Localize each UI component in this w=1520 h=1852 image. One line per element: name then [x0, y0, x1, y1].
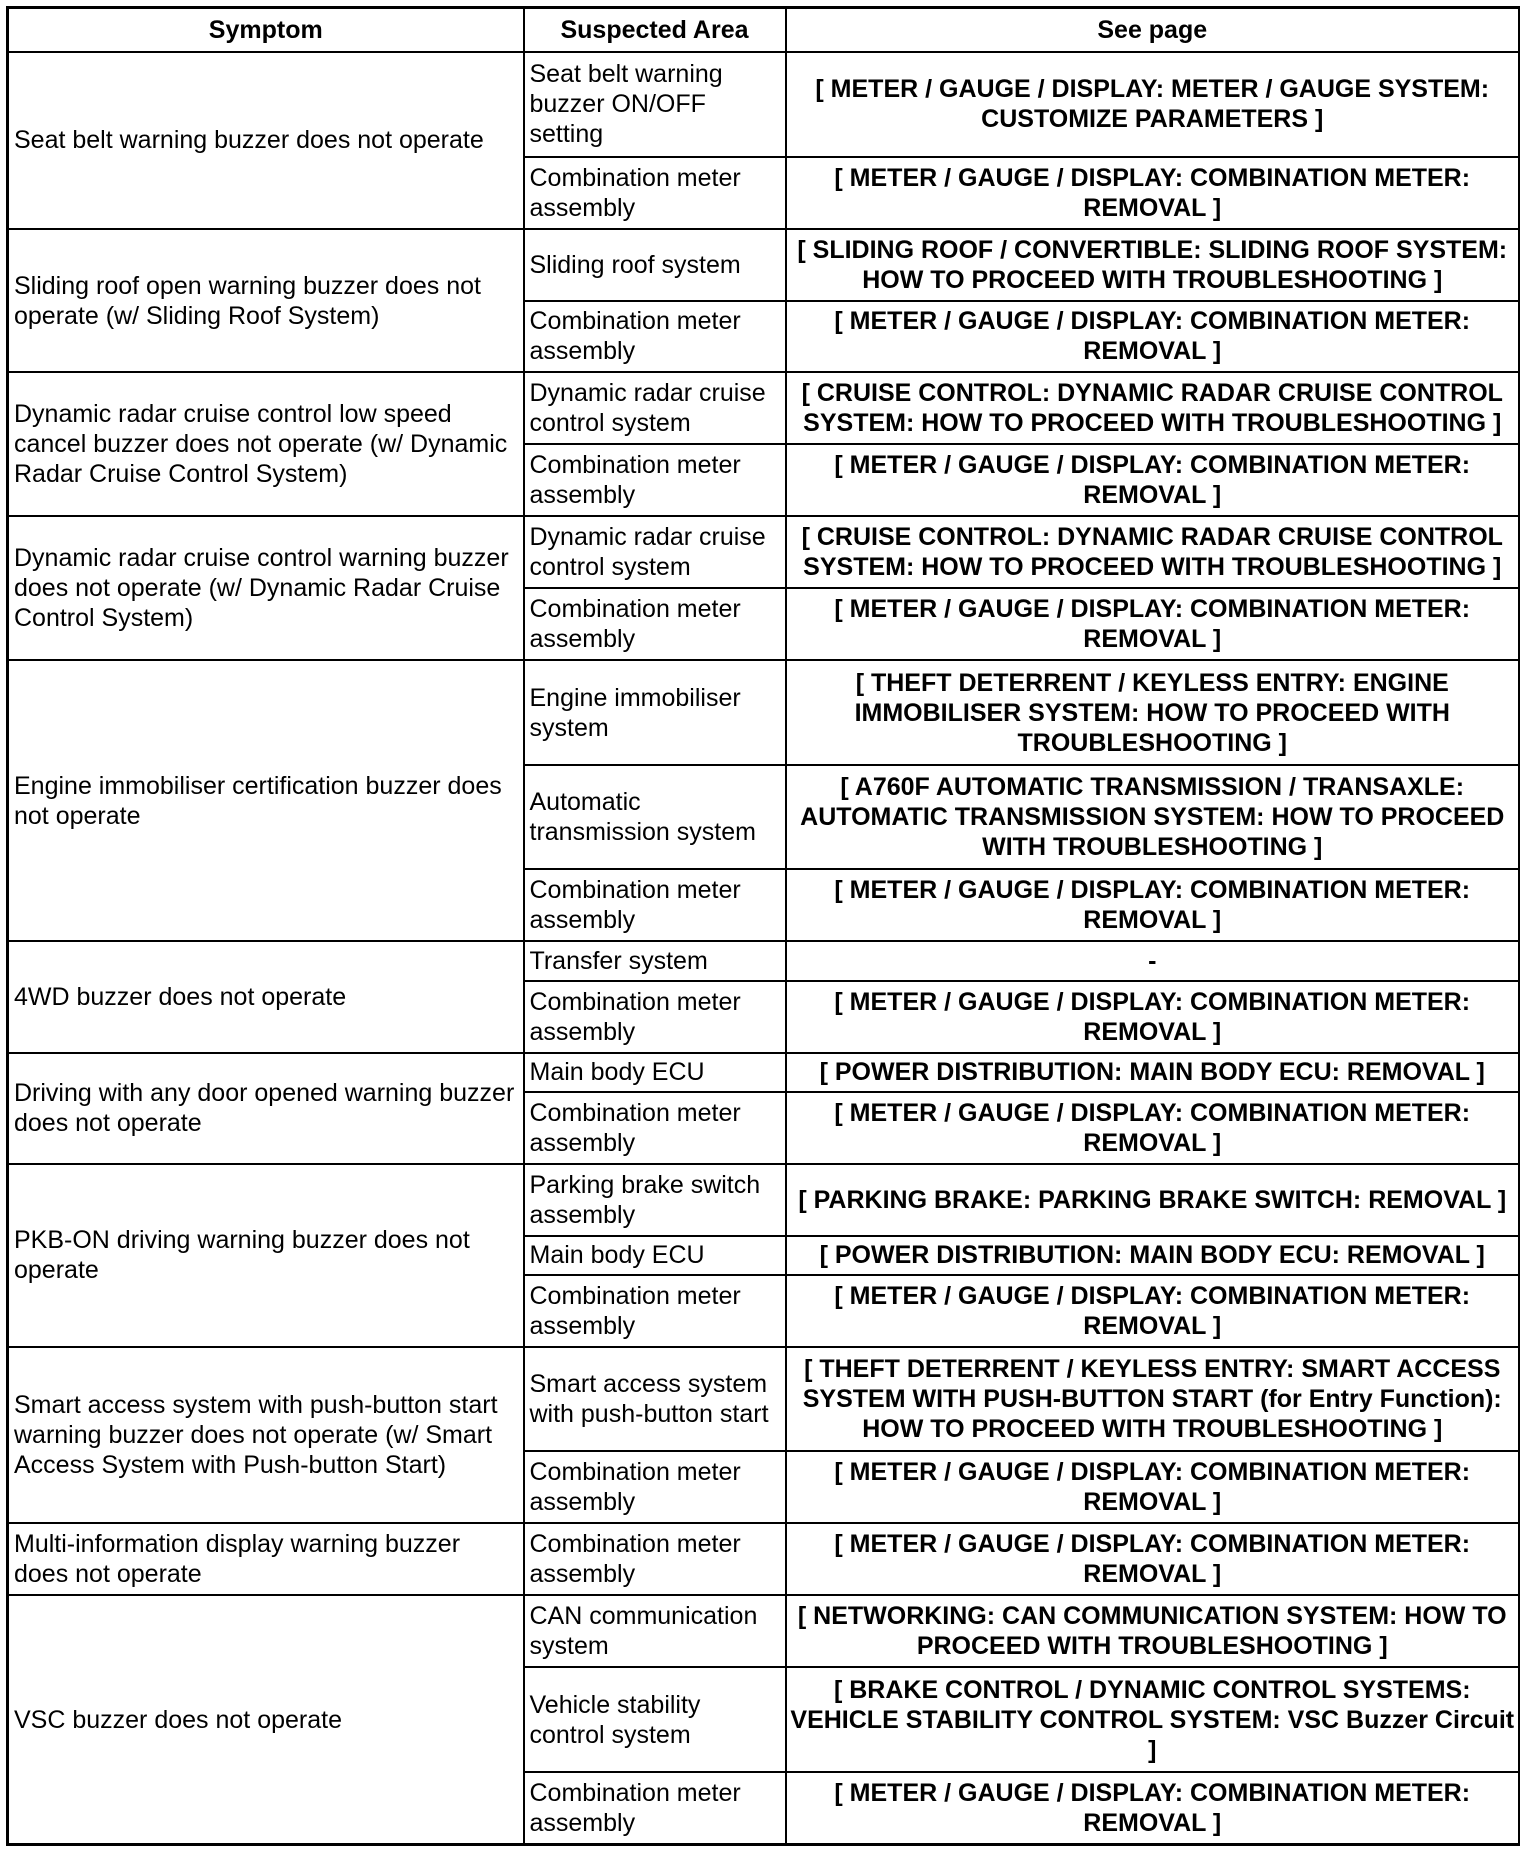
table-row — [8, 660, 1520, 765]
suspected-area-cell: Combination meter assembly — [524, 157, 786, 229]
header-see-page: See page — [786, 8, 1520, 53]
troubleshooting-table-container — [6, 6, 1520, 1846]
suspected-area-cell: Transfer system — [524, 941, 786, 980]
symptom-cell: VSC buzzer does not operate — [8, 1595, 524, 1844]
table-row — [8, 1164, 1520, 1236]
see-page-reference-cell: [ METER / GAUGE / DISPLAY: COMBINATION METER: REMOVAL ] — [786, 444, 1520, 516]
see-page-reference-cell: [ NETWORKING: CAN COMMUNICATION SYSTEM: HOW TO PROCEED WITH TROUBLESHOOTING ] — [786, 1595, 1520, 1667]
table-row — [8, 1053, 1520, 1092]
see-page-reference-cell: [ METER / GAUGE / DISPLAY: COMBINATION METER: REMOVAL ] — [786, 301, 1520, 373]
header-suspected-area: Suspected Area — [524, 8, 786, 53]
suspected-area-cell: Combination meter assembly — [524, 301, 786, 373]
symptom-cell: Dynamic radar cruise control warning buzzer does not operate (w/ Dynamic Radar Cruise Control System) — [8, 516, 524, 660]
see-page-reference-cell: [ POWER DISTRIBUTION: MAIN BODY ECU: REMOVAL ] — [786, 1053, 1520, 1092]
suspected-area-cell: Main body ECU — [524, 1053, 786, 1092]
suspected-area-cell: Automatic transmission system — [524, 765, 786, 870]
see-page-reference-cell: [ METER / GAUGE / DISPLAY: COMBINATION METER: REMOVAL ] — [786, 157, 1520, 229]
suspected-area-cell: Combination meter assembly — [524, 1523, 786, 1595]
suspected-area-cell: Combination meter assembly — [524, 1275, 786, 1347]
suspected-area-cell: Parking brake switch assembly — [524, 1164, 786, 1236]
symptom-cell: Dynamic radar cruise control low speed cancel buzzer does not operate (w/ Dynamic Radar Cruise Control System) — [8, 372, 524, 516]
see-page-reference-cell: [ SLIDING ROOF / CONVERTIBLE: SLIDING ROOF SYSTEM: HOW TO PROCEED WITH TROUBLESHOOTING ] — [786, 229, 1520, 301]
symptom-cell: Smart access system with push-button start warning buzzer does not operate (w/ Smart Access System with Push-button Start) — [8, 1347, 524, 1524]
suspected-area-cell: Engine immobiliser system — [524, 660, 786, 765]
see-page-reference-cell: [ METER / GAUGE / DISPLAY: METER / GAUGE SYSTEM: CUSTOMIZE PARAMETERS ] — [786, 52, 1520, 157]
see-page-reference-cell: [ POWER DISTRIBUTION: MAIN BODY ECU: REMOVAL ] — [786, 1236, 1520, 1275]
suspected-area-cell: Combination meter assembly — [524, 1451, 786, 1523]
table-row — [8, 516, 1520, 588]
table-row — [8, 229, 1520, 301]
suspected-area-cell: Combination meter assembly — [524, 1092, 786, 1164]
suspected-area-cell: Combination meter assembly — [524, 981, 786, 1053]
table-row — [8, 372, 1520, 444]
suspected-area-cell: Dynamic radar cruise control system — [524, 372, 786, 444]
see-page-reference-cell: [ CRUISE CONTROL: DYNAMIC RADAR CRUISE CONTROL SYSTEM: HOW TO PROCEED WITH TROUBLESHOOTING ] — [786, 516, 1520, 588]
symptom-cell: Driving with any door opened warning buzzer does not operate — [8, 1053, 524, 1164]
see-page-reference-cell: [ METER / GAUGE / DISPLAY: COMBINATION METER: REMOVAL ] — [786, 1523, 1520, 1595]
see-page-reference-cell: [ CRUISE CONTROL: DYNAMIC RADAR CRUISE CONTROL SYSTEM: HOW TO PROCEED WITH TROUBLESHOOTING ] — [786, 372, 1520, 444]
table-row — [8, 1595, 1520, 1667]
suspected-area-cell: Combination meter assembly — [524, 869, 786, 941]
symptom-cell: Seat belt warning buzzer does not operate — [8, 52, 524, 229]
table-row — [8, 1523, 1520, 1595]
table-row — [8, 1347, 1520, 1452]
suspected-area-cell: Combination meter assembly — [524, 588, 786, 660]
symptom-cell: PKB-ON driving warning buzzer does not operate — [8, 1164, 524, 1347]
see-page-reference-cell: [ METER / GAUGE / DISPLAY: COMBINATION METER: REMOVAL ] — [786, 1772, 1520, 1845]
see-page-reference-cell: [ METER / GAUGE / DISPLAY: COMBINATION METER: REMOVAL ] — [786, 1275, 1520, 1347]
see-page-reference-cell: - — [786, 941, 1520, 980]
suspected-area-cell: Vehicle stability control system — [524, 1667, 786, 1772]
suspected-area-cell: Combination meter assembly — [524, 444, 786, 516]
see-page-reference-cell: [ THEFT DETERRENT / KEYLESS ENTRY: SMART ACCESS SYSTEM WITH PUSH-BUTTON START (for Entry Function): HOW TO PROCEED WITH TROUBLESHOOTING ] — [786, 1347, 1520, 1452]
table-row — [8, 52, 1520, 157]
see-page-reference-cell: [ BRAKE CONTROL / DYNAMIC CONTROL SYSTEMS: VEHICLE STABILITY CONTROL SYSTEM: VSC Buzzer Circuit ] — [786, 1667, 1520, 1772]
table-body — [8, 52, 1520, 1845]
table-row — [8, 941, 1520, 980]
suspected-area-cell: Sliding roof system — [524, 229, 786, 301]
suspected-area-cell: Dynamic radar cruise control system — [524, 516, 786, 588]
symptom-cell: 4WD buzzer does not operate — [8, 941, 524, 1052]
suspected-area-cell: Smart access system with push-button start — [524, 1347, 786, 1452]
suspected-area-cell: Main body ECU — [524, 1236, 786, 1275]
see-page-reference-cell: [ PARKING BRAKE: PARKING BRAKE SWITCH: REMOVAL ] — [786, 1164, 1520, 1236]
see-page-reference-cell: [ METER / GAUGE / DISPLAY: COMBINATION METER: REMOVAL ] — [786, 588, 1520, 660]
table-header-row — [8, 8, 1520, 53]
see-page-reference-cell: [ METER / GAUGE / DISPLAY: COMBINATION METER: REMOVAL ] — [786, 869, 1520, 941]
buzzer-troubleshooting-table — [6, 6, 1520, 1846]
see-page-reference-cell: [ METER / GAUGE / DISPLAY: COMBINATION METER: REMOVAL ] — [786, 981, 1520, 1053]
see-page-reference-cell: [ METER / GAUGE / DISPLAY: COMBINATION METER: REMOVAL ] — [786, 1451, 1520, 1523]
symptom-cell: Sliding roof open warning buzzer does not operate (w/ Sliding Roof System) — [8, 229, 524, 373]
see-page-reference-cell: [ METER / GAUGE / DISPLAY: COMBINATION METER: REMOVAL ] — [786, 1092, 1520, 1164]
symptom-cell: Engine immobiliser certification buzzer does not operate — [8, 660, 524, 941]
suspected-area-cell: CAN communication system — [524, 1595, 786, 1667]
suspected-area-cell: Seat belt warning buzzer ON/OFF setting — [524, 52, 786, 157]
header-symptom: Symptom — [8, 8, 524, 53]
suspected-area-cell: Combination meter assembly — [524, 1772, 786, 1845]
see-page-reference-cell: [ THEFT DETERRENT / KEYLESS ENTRY: ENGINE IMMOBILISER SYSTEM: HOW TO PROCEED WITH TROUBLESHOOTING ] — [786, 660, 1520, 765]
see-page-reference-cell: [ A760F AUTOMATIC TRANSMISSION / TRANSAXLE: AUTOMATIC TRANSMISSION SYSTEM: HOW TO PROCEED WITH TROUBLESHOOTING ] — [786, 765, 1520, 870]
symptom-cell: Multi-information display warning buzzer does not operate — [8, 1523, 524, 1595]
